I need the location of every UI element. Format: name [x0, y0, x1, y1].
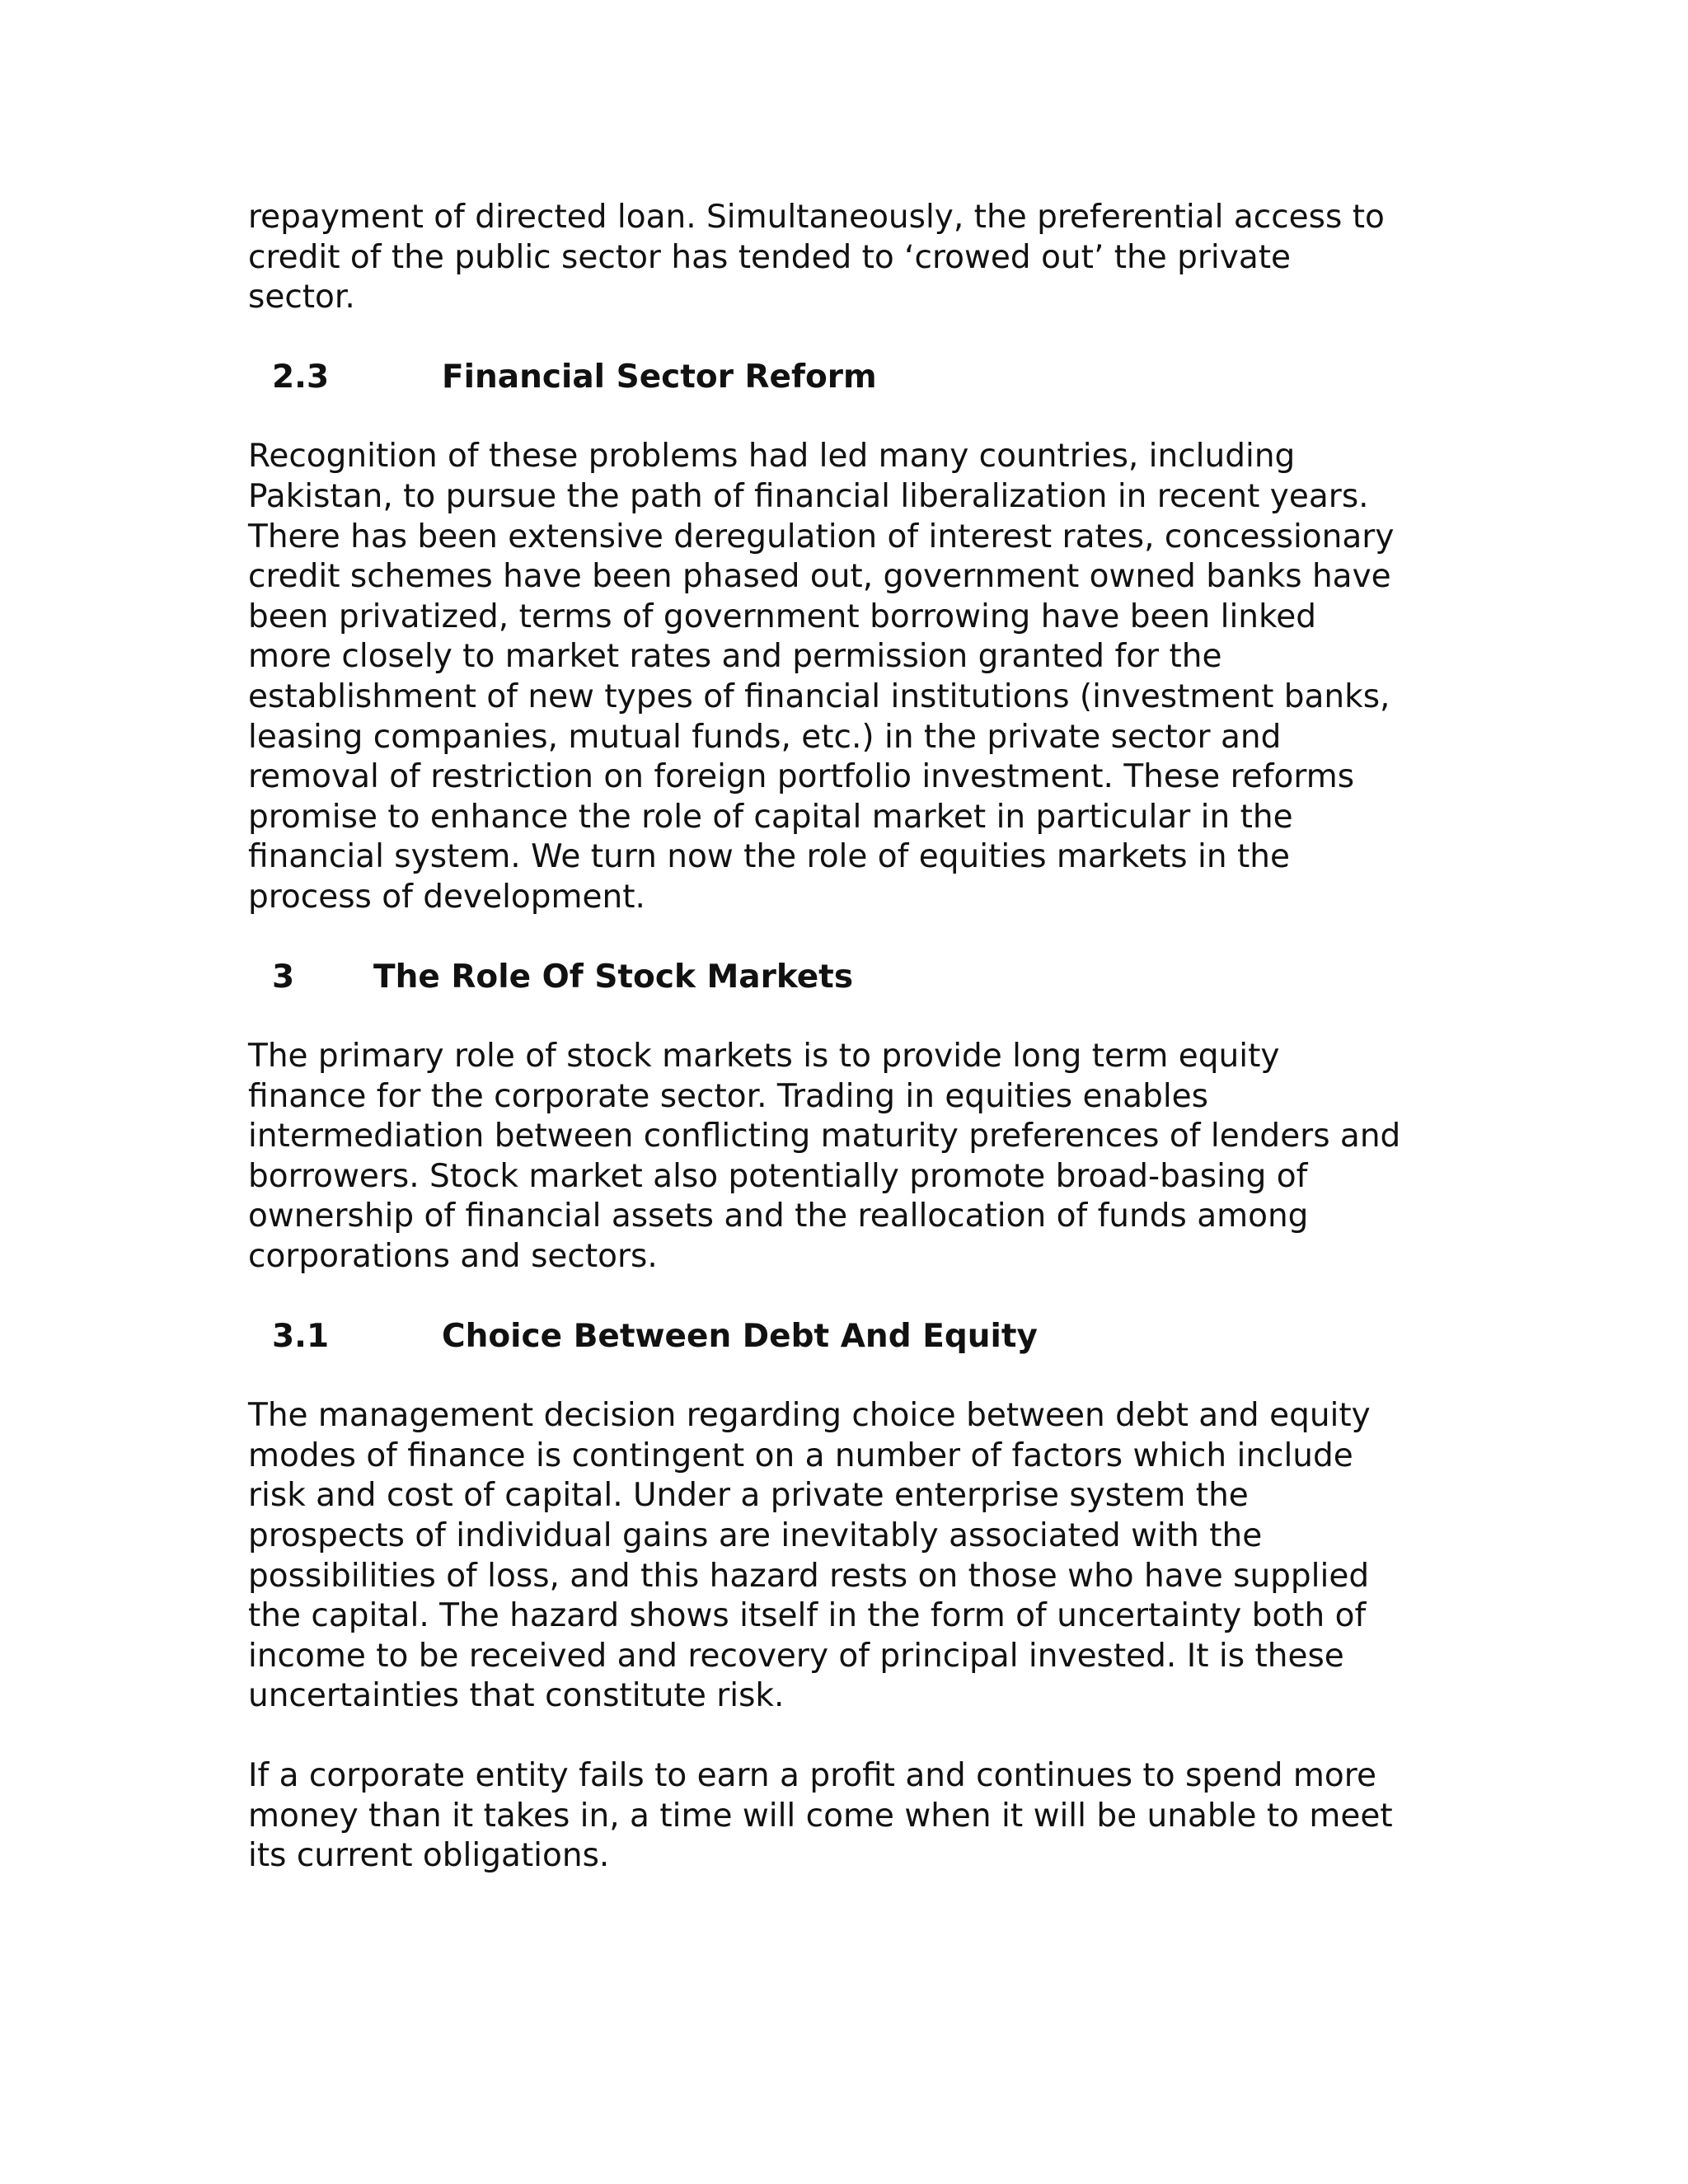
text-line: income to be received and recovery of principal invested. It is these — [248, 1637, 1344, 1675]
text-line: If a corporate entity fails to earn a profit and continues to spend more — [248, 1757, 1376, 1794]
text-line: Recognition of these problems had led many countries, including — [248, 438, 1296, 476]
paragraph-financial-sector-reform — [248, 437, 1451, 917]
section-number: 3 — [272, 958, 295, 996]
text-line: promise to enhance the role of capital market in particular in the — [248, 798, 1293, 836]
text-line: intermediation between conflicting maturity preferences of lenders and — [248, 1118, 1401, 1155]
text-line: prospects of individual gains are inevitably associated with the — [248, 1517, 1263, 1555]
paragraph-intro — [248, 198, 1451, 318]
text-line: been privatized, terms of government borrowing have been linked — [248, 598, 1316, 635]
section-heading-3-1 — [272, 1317, 1451, 1357]
section-title: Choice Between Debt And Equity — [442, 1317, 1038, 1355]
text-line: modes of finance is contingent on a number of factors which include — [248, 1436, 1353, 1474]
text-line: possibilities of loss, and this hazard rests on those who have supplied — [248, 1557, 1370, 1595]
text-line: borrowers. Stock market also potentially promote broad-basing of — [248, 1157, 1308, 1195]
text-line: The management decision regarding choice between debt and equity — [248, 1397, 1371, 1435]
text-line: corporations and sectors. — [248, 1238, 658, 1276]
text-line: the capital. The hazard shows itself in the form of uncertainty both of — [248, 1597, 1367, 1635]
text-line: ownership of financial assets and the reallocation of funds among — [248, 1197, 1309, 1235]
text-line: leasing companies, mutual funds, etc.) in the private sector and — [248, 718, 1282, 756]
paragraph-role-of-stock-markets — [248, 1037, 1451, 1277]
text-line: process of development. — [248, 878, 645, 916]
section-number: 3.1 — [272, 1317, 330, 1355]
text-line: uncertainties that constitute risk. — [248, 1677, 785, 1715]
paragraph-corporate-obligations — [248, 1756, 1451, 1877]
paragraph-debt-equity-choice — [248, 1396, 1451, 1717]
text-line: establishment of new types of financial institutions (investment banks, — [248, 677, 1390, 715]
text-line: credit of the public sector has tended to ‘crowed out’ the private — [248, 238, 1292, 276]
text-line: repayment of directed loan. Simultaneously, the preferential access to — [248, 199, 1385, 236]
text-line: risk and cost of capital. Under a private enterprise system the — [248, 1477, 1249, 1515]
text-line: sector. — [248, 279, 355, 316]
section-number: 2.3 — [272, 358, 330, 396]
text-line: credit schemes have been phased out, government owned banks have — [248, 558, 1391, 596]
text-line: removal of restriction on foreign portfolio investment. These reforms — [248, 758, 1355, 796]
text-line: its current obligations. — [248, 1837, 610, 1875]
document-page — [248, 198, 1451, 1877]
text-line: There has been extensive deregulation of interest rates, concessionary — [248, 518, 1395, 555]
section-title: Financial Sector Reform — [442, 358, 877, 396]
text-line: financial system. We turn now the role of equities markets in the — [248, 838, 1290, 876]
text-line: money than it takes in, a time will come when it will be unable to meet — [248, 1797, 1393, 1835]
section-heading-2-3 — [272, 358, 1451, 398]
text-line: more closely to market rates and permission granted for the — [248, 638, 1222, 676]
text-line: The primary role of stock markets is to provide long term equity — [248, 1038, 1280, 1076]
text-line: finance for the corporate sector. Trading in equities enables — [248, 1077, 1208, 1115]
text-line: Pakistan, to pursue the path of financial liberalization in recent years. — [248, 477, 1369, 515]
section-title: The Role Of Stock Markets — [373, 958, 854, 996]
section-heading-3 — [272, 958, 1451, 998]
